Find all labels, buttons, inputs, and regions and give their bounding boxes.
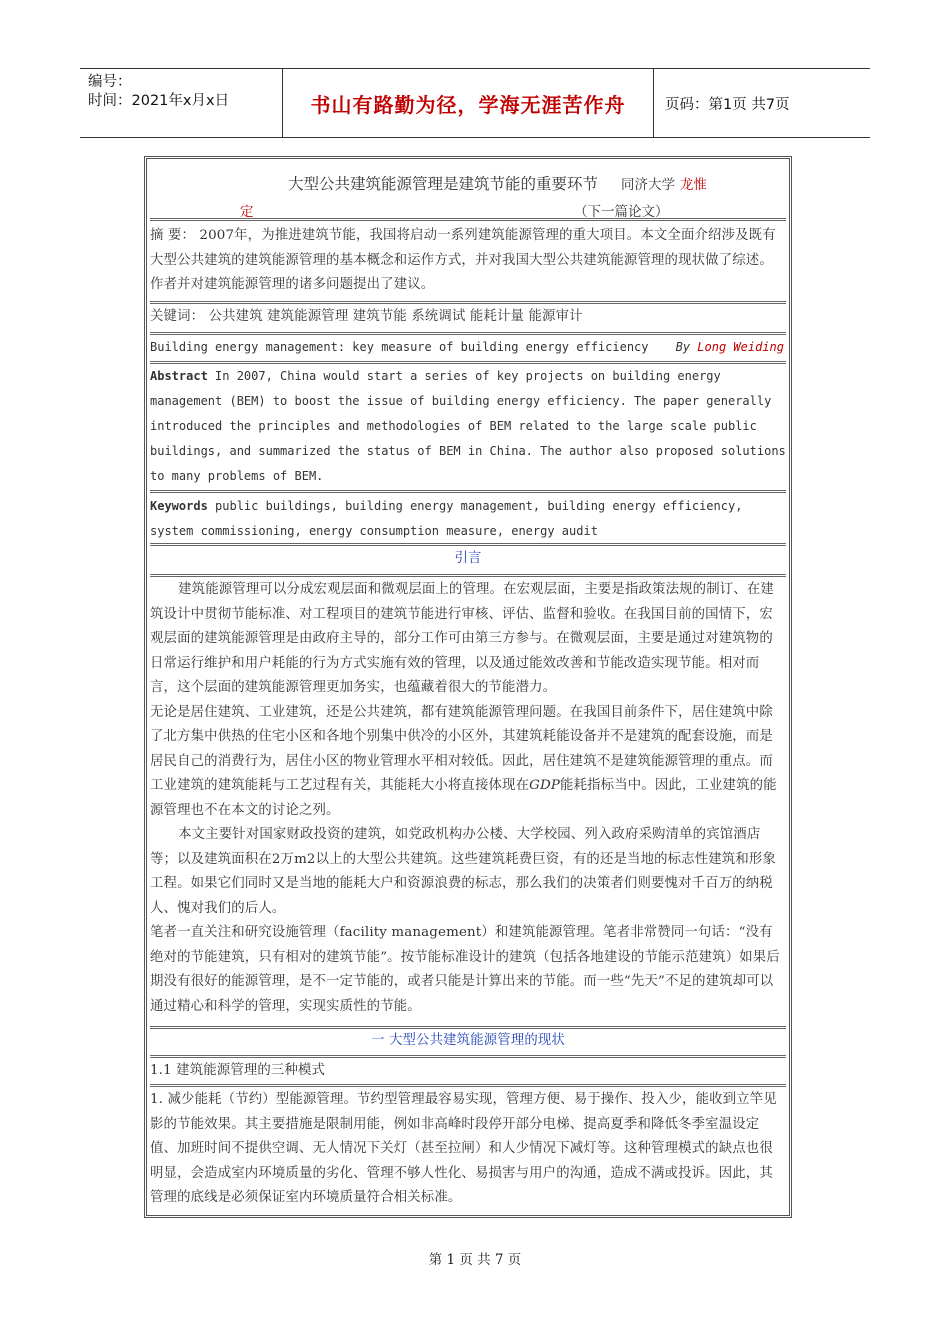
by-label: By xyxy=(675,340,691,354)
divider xyxy=(150,301,786,304)
header-meta xyxy=(88,73,283,111)
intro-body xyxy=(150,578,786,1026)
author-link-continued[interactable]: 定 xyxy=(240,204,254,220)
keywords-en-text: public buildings, building energy management, building energy efficiency, system commissioning, energy consumption measure, energy audit xyxy=(150,499,743,538)
keywords-en-label: Keywords xyxy=(150,499,208,513)
divider xyxy=(150,543,786,546)
paragraph: 本文主要针对国家财政投资的建筑，如党政机构办公楼、大学校园、列入政府采购清单的宾馆酒店等；以及建筑面积在2万m2以上的大型公共建筑。这些建筑耗费巨资，有的还是当地的标志性建筑和形象工程。如果它们同时又是当地的能耗大户和资源浪费的标志，那么我们的决策者们则要愧对千百万的纳税人、愧对我们的后人。 xyxy=(150,827,776,916)
affiliation: 同济大学 xyxy=(620,177,675,193)
article-title: 大型公共建筑能源管理是建筑节能的重要环节 xyxy=(288,175,599,193)
paragraph: 笔者一直关注和研究设施管理（facility management）和建筑能源管理。笔者非常赞同一句话：“没有绝对的节能建筑，只有相对的建筑节能”。按节能标准设计的建筑（包括各地建设的节能示范建筑）如果后期没有很好的能源管理，是不一定节能的，或者只能是计算出来的节能。而一些“先天”不足的建筑却可以通过精心和科学的管理，实现实质性的节能。 xyxy=(150,925,780,1014)
english-title-row xyxy=(150,335,786,362)
page-footer: 第 1 页 共 7 页 xyxy=(428,1252,522,1268)
divider xyxy=(150,490,786,493)
next-article-link[interactable]: （下一篇论文） xyxy=(574,204,669,220)
divider xyxy=(150,218,786,221)
abstract-cn: 摘 要： 2007年，为推进建筑节能，我国将启动一系列建筑能源管理的重大项目。本文全面介绍涉及既有大型公共建筑的建筑能源管理的基本概念和运作方式，并对我国大型公共建筑能源管理的现状做了综述。作者并对建筑能源管理的诸多问题提出了建议。 xyxy=(150,228,776,292)
intro-heading: 引言 xyxy=(454,551,482,566)
subsection-body xyxy=(150,1088,786,1212)
header-divider xyxy=(653,69,654,137)
paragraph: 无论是居住建筑、工业建筑，还是公共建筑，都有建筑能源管理问题。在我国目前条件下，居住建筑中除了北方集中供热的住宅小区和各地个别集中供冷的小区外，其建筑耗能设备并不是建筑的配套设施，而是居民自己的消费行为，居住小区的物业管理水平相对较低。因此，居住建筑不是建筑能源管理的重点。而工业建筑的建筑能耗与工艺过程有关，其能耗大小将直接体现在GDP能耗指标当中。因此，工业建筑的能源管理也不在本文的讨论之列。 xyxy=(150,704,777,818)
divider xyxy=(150,1055,786,1058)
header-page-label: 页码：第1页 共7页 xyxy=(665,96,790,113)
title-block xyxy=(150,162,786,220)
english-title: Building energy management: key measure of building energy efficiency xyxy=(150,340,649,354)
number-label: 编号： xyxy=(88,74,132,90)
subsection-heading: 1.1 建筑能源管理的三种模式 xyxy=(150,1063,326,1078)
divider xyxy=(150,1084,786,1087)
header-motto: 书山有路勤为径，学海无涯苦作舟 xyxy=(310,92,626,117)
keywords-cn: 关键词： 公共建筑 建筑能源管理 建筑节能 系统调试 能耗计量 能源审计 xyxy=(150,309,583,324)
section-heading: 一 大型公共建筑能源管理的现状 xyxy=(371,1033,565,1048)
divider xyxy=(150,574,786,577)
abstract-en xyxy=(150,364,786,489)
time-label: 时间：2021年x月x日 xyxy=(88,93,230,109)
article-frame xyxy=(144,156,792,1218)
document-header xyxy=(80,68,870,138)
paragraph: 1. 减少能耗（节约）型能源管理。节约型管理最容易实现，管理方便、易于操作、投入少，能收到立竿见影的节能效果。其主要措施是限制用能，例如非高峰时段停开部分电梯、提高夏季和降低冬季室温设定值、加班时间不提供空调、无人情况下关灯（甚至拉闸）和人少情况下减灯等。这种管理模式的缺点也很明显，会造成室内环境质量的劣化、管理不够人性化、易损害与用户的沟通，造成不满或投诉。因此，其管理的底线是必须保证室内环境质量符合相关标准。 xyxy=(150,1092,777,1205)
abstract-en-label: Abstract xyxy=(150,369,208,383)
keywords-en xyxy=(150,494,786,544)
author-link[interactable]: 龙惟 xyxy=(679,177,707,193)
abstract-en-text: In 2007, China would start a series of key projects on building energy management (BEM) to boost the issue of building energy efficiency. The paper generally introduced the principles and methodologies of BEM related to the large scale public buildings, and summarized the status of BEM in China. The author also proposed solutions to many problems of BEM. xyxy=(150,369,786,483)
english-author-link[interactable]: Long Weiding xyxy=(697,340,784,354)
paragraph: 建筑能源管理可以分成宏观层面和微观层面上的管理。在宏观层面，主要是指政策法规的制订、在建筑设计中贯彻节能标准、对工程项目的建筑节能进行审核、评估、监督和验收。在我国目前的国情下，宏观层面的建筑能源管理是由政府主导的，部分工作可由第三方参与。在微观层面，主要是通过对建筑物的日常运行维护和用户耗能的行为方式实施有效的管理，以及通过能效改善和节能改造实现节能。相对而言，这个层面的建筑能源管理更加务实，也蕴藏着很大的节能潜力。 xyxy=(150,582,774,695)
